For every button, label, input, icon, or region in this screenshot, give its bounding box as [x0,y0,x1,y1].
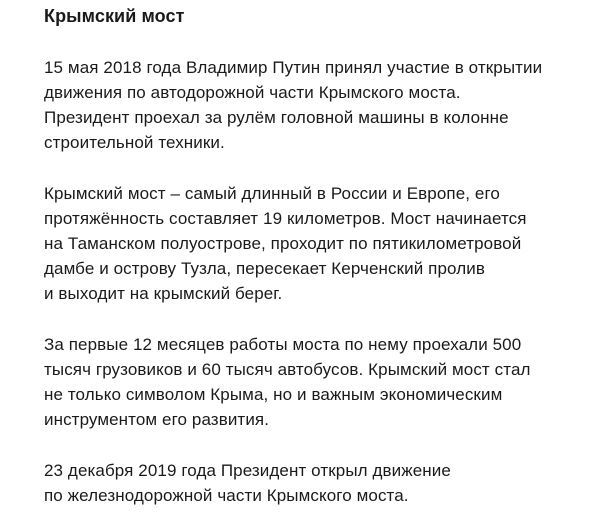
paragraph-line: протяжённость составляет 19 километров. Мост начинается [44,209,527,228]
paragraph-line: движения по автодорожной части Крымского моста. [44,83,461,102]
paragraph-line: тысяч грузовиков и 60 тысяч автобусов. Крымский мост стал [44,360,531,379]
paragraph-line: Президент проехал за рулём головной машины в колонне [44,108,509,127]
paragraph-line: дамбе и острову Тузла, пересекает Керченский пролив [44,259,485,278]
paragraph-railway [44,458,607,508]
paragraph-opening [44,55,607,155]
paragraph-line: За первые 12 месяцев работы моста по нему проехали 500 [44,335,522,354]
paragraph-line: на Таманском полуострове, проходит по пятикилометровой [44,234,522,253]
paragraph-line: не только символом Крыма, но и важным экономическим [44,385,503,404]
paragraph-traffic [44,332,607,432]
paragraph-line: 23 декабря 2019 года Президент открыл движение [44,461,451,480]
paragraph-line: Крымский мост – самый длинный в России и Европе, его [44,184,500,203]
paragraph-line: инструментом его развития. [44,410,270,429]
paragraph-line: по железнодорожной части Крымского моста. [44,486,409,505]
article-title: Крымский мост [44,6,185,26]
paragraph-line: строительной техники. [44,133,225,152]
paragraph-bridge-length [44,181,607,306]
paragraph-line: и выходит на крымский берег. [44,284,283,303]
paragraph-line: 15 мая 2018 года Владимир Путин принял участие в открытии [44,58,543,77]
